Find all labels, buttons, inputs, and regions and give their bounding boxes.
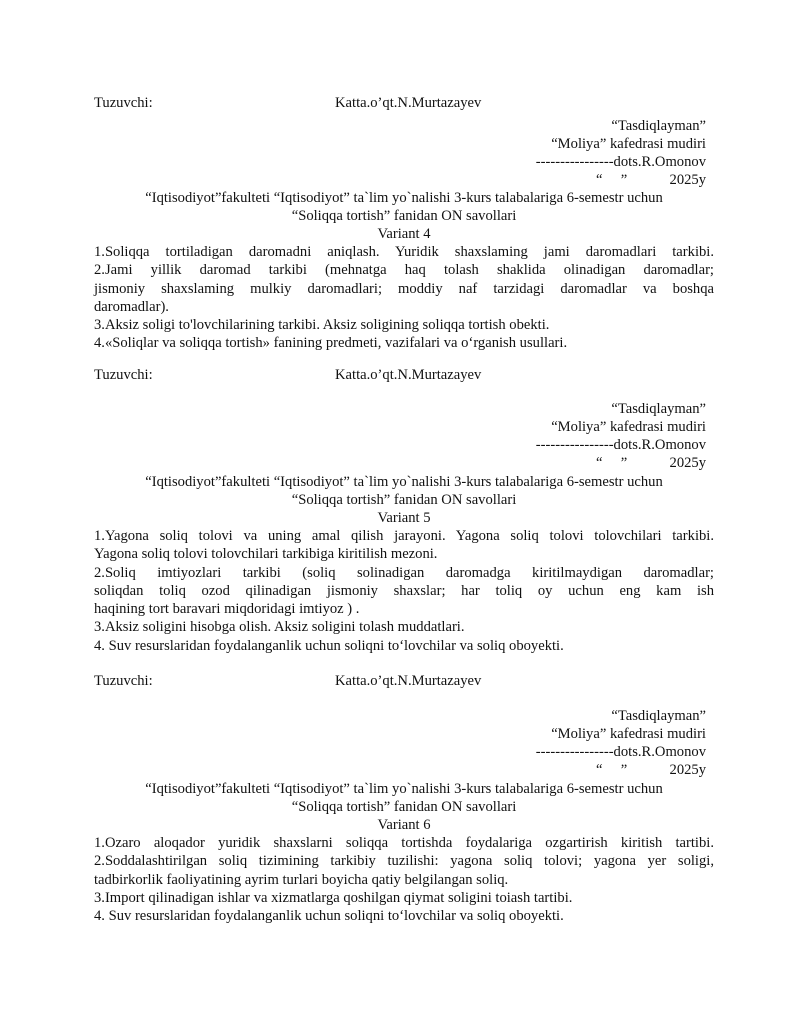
variant-title: Variant 5 (377, 510, 431, 526)
question-item: 3.Aksiz soligi to'lovchilarining tarkibi. Aksiz soligining soliqqa tortish obekti. (94, 317, 550, 334)
signature-line: ----------------dots.R.Omonov (535, 744, 706, 760)
document-heading: “Iqtisodiyot”fakulteti “Iqtisodiyot” ta`lim yo`nalishi 3-kurs talabalariga 6-semestr uchun (145, 190, 663, 206)
question-item-cont: haqining tort baravari miqdoridagi imtiyoz ) . (94, 601, 360, 618)
compiler-name: Katta.o’qt.N.Murtazayev (335, 95, 482, 111)
question-item: 3.Aksiz soligini hisobga olish. Aksiz soligini tolash muddatlari. (94, 619, 465, 636)
date-year: 2025y (669, 762, 706, 778)
question-list (94, 527, 714, 655)
document-subheading: “Soliqqa tortish” fanidan ON savollari (291, 208, 517, 224)
compiler-name: Katta.o’qt.N.Murtazayev (335, 367, 482, 383)
question-item: 2.Soliq imtiyozlari tarkibi (soliq solinadigan daromadga kiritilmaydigan daromadlar; (94, 564, 714, 581)
question-item: 1.Soliqqa tortiladigan daromadni aniqlash. Yuridik shaxslaming jami daromadlari tarkibi. (94, 244, 714, 260)
department-head-title: “Moliya” kafedrasi mudiri (551, 726, 706, 742)
question-item: 2.Jami yillik daromad tarkibi (mehnatga haq tolash shaklida olinadigan daromadlar; (94, 262, 714, 279)
question-item: 3.Import qilinadigan ishlar va xizmatlarga qoshilgan qiymat soligini toiash tartibi. (94, 889, 573, 906)
question-item: 1.Yagona soliq tolovi va uning amal qilish jarayoni. Yagona soliq tolovi tolovchilari tarkibi. (94, 528, 714, 544)
variant-title: Variant 6 (377, 817, 431, 833)
date-quotes: “ ” (596, 762, 628, 778)
document-heading: “Iqtisodiyot”fakulteti “Iqtisodiyot” ta`lim yo`nalishi 3-kurs talabalariga 6-semestr uchun (145, 781, 663, 797)
compiler-name: Katta.o’qt.N.Murtazayev (335, 673, 482, 689)
date-year: 2025y (669, 455, 706, 471)
question-item-cont: soliqdan toliq ozod qilinadigan jismoniy shaxslar; har toliq oy uchun eng kam ish (94, 582, 714, 599)
approval-line: “Tasdiqlayman” (611, 401, 706, 417)
question-item: 4. Suv resurslaridan foydalanganlik uchun soliqni to‘lovchilar va soliq oboyekti. (94, 908, 564, 925)
department-head-title: “Moliya” kafedrasi mudiri (551, 136, 706, 152)
signature-line: ----------------dots.R.Omonov (535, 437, 706, 453)
signature-line: ----------------dots.R.Omonov (535, 154, 706, 170)
question-list (94, 243, 714, 353)
question-item-cont: Yagona soliq tolovi tolovchilari tarkibiga kiritilish mezoni. (94, 546, 438, 563)
document-heading: “Iqtisodiyot”fakulteti “Iqtisodiyot” ta`lim yo`nalishi 3-kurs talabalariga 6-semestr uchun (145, 474, 663, 490)
question-item-cont: tadbirkorlik faoliyatining ayrim turlari boyicha qatiy belgilangan soliq. (94, 871, 509, 888)
compiler-label: Tuzuvchi: (94, 673, 153, 689)
approval-line: “Tasdiqlayman” (611, 118, 706, 134)
question-item: 1.Ozaro aloqador yuridik shaxslarni soliqqa tortishda foydalariga ozgartirish kiritish tartibi. (94, 835, 714, 851)
date-year: 2025y (669, 172, 706, 188)
question-item: 2.Soddalashtirilgan soliq tizimining tarkibiy tuzilishi: yagona soliq tolovi; yagona yer soligi, (94, 853, 714, 870)
variant-title: Variant 4 (377, 226, 431, 242)
question-item-cont: jismoniy shaxslaming mulkiy daromadlari; moddiy naf tarzidagi daromadlar va boshqa (94, 280, 714, 297)
approval-line: “Tasdiqlayman” (611, 708, 706, 724)
question-list (94, 834, 714, 925)
question-item: 4. Suv resurslaridan foydalanganlik uchun soliqni to‘lovchilar va soliq oboyekti. (94, 637, 564, 654)
question-item-cont: daromadlar). (94, 298, 169, 315)
document-subheading: “Soliqqa tortish” fanidan ON savollari (291, 492, 517, 508)
question-item: 4.«Soliqlar va soliqqa tortish» fanining predmeti, vazifalari va o‘rganish usullari. (94, 335, 568, 352)
document-subheading: “Soliqqa tortish” fanidan ON savollari (291, 799, 517, 815)
date-quotes: “ ” (596, 172, 628, 188)
compiler-label: Tuzuvchi: (94, 367, 153, 383)
date-quotes: “ ” (596, 455, 628, 471)
department-head-title: “Moliya” kafedrasi mudiri (551, 419, 706, 435)
compiler-label: Tuzuvchi: (94, 95, 153, 111)
